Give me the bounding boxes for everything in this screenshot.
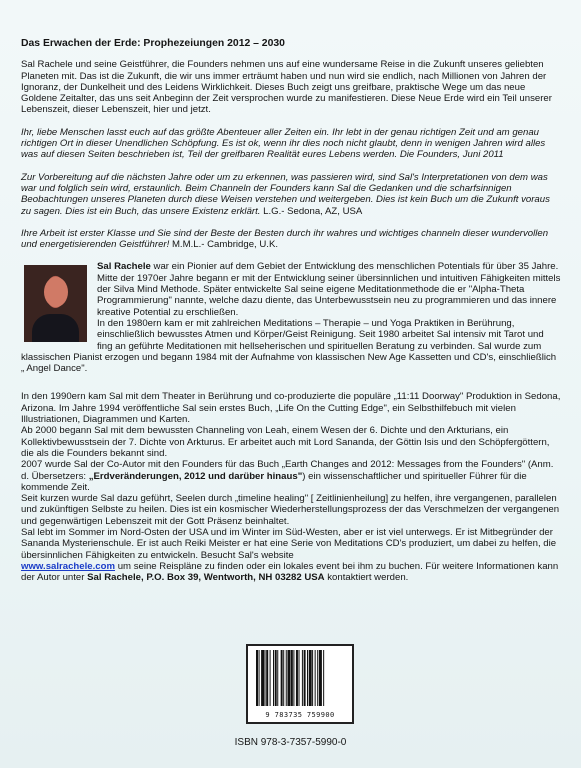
history-2007-c: ) ein wissenschaftlicher und spiritueller Führer für die kommende Zeit. bbox=[21, 470, 527, 493]
barcode bbox=[246, 644, 354, 724]
intro-paragraph: Sal Rachele und seine Geistführer, die Founders nehmen uns auf eine wundersame Reise in die Zukunft unseres geliebten Planeten mit. Das ist die Zukunft, die wir uns immer erträumt haben und nun wird sie endlich, nach Millionen von Jahren der Ignoranz, der Dunkelheit und des Leidens Wirklichkeit. Dieses Buch zeigt uns greifbare, praktische Wege um das neue Goldene Zeitalter, das uns seit Anbeginn der Zeit versprochen wurde zu manifestieren. Diese Neue Erde wird ein Teil unserer Lebenszeit, dieser Lebenszeit, hier und jetzt. bbox=[21, 59, 552, 116]
review-quote-1-source: L.G.- Sedona, AZ, USA bbox=[263, 205, 363, 217]
review-quote-1-text: Zur Vorbereitung auf die nächsten Jahre oder um zu erkennen, was passieren wird, sind Sal's Interpretationen von dem was war und folglich sein wird, erstaunlich. Beim Channeln der Founders kann Sal die Gedanken und die scharfsinnigen Beobachtungen unseres Planeten durch diese Weisen verstehen und weitergeben. Dies ist kein Buch um die Zukunft voraus zu sagen. Dies ist ein Buch, das unsere Existenz erklärt. bbox=[21, 171, 550, 217]
barcode-number: 9 783735 759900 bbox=[265, 711, 335, 719]
history-1990s: In den 1990ern kam Sal mit dem Theater in Berührung und co-produzierte die populäre „11:11 Doorway" Produktion in Sedona, Arizona. Im Jahre 1994 veröffentliche Sal sein erstes Buch, „Life On the Cutting Edge", ein Selbsthilfebuch mit vielen Illustriationen, Diagrammen und Karten. bbox=[21, 391, 561, 426]
history-2007-a: 2007 wurde Sal der Co-Autor mit den Founders für das Buch „Earth Changes and 2012: Messages from the Founders" (Anm. d. Übersetzers: bbox=[21, 459, 554, 482]
history-residence: Sal lebt im Sommer im Nord-Osten der USA und im Winter im Süd-Westen, aber er ist viel unterwegs. Er ist Mitbegründer der Sananda Mysterienschule. Er ist auch Reiki Meister er hat eine Serie von Meditations CD's produziert, um dabei zu helfen, die übersinnlichen Fähigkeiten zu entwickeln. Besucht Sal's website bbox=[21, 527, 557, 561]
contact-text-c: kontaktiert werden. bbox=[324, 572, 409, 584]
website-link[interactable]: www.salrachele.com bbox=[21, 560, 116, 572]
history-2000: Ab 2000 begann Sal mit dem bewussten Channeling von Leah, einem Wesen der 6. Dichte und den Arkturians, ein Kollektivbewusstsein der 7. Dichte von Arkturus. Er arbeitet auch mit Lord Sananda, der Göttin Isis und den Schöpfergöttern, die als die Founders bekannt sind. bbox=[21, 425, 550, 459]
history-section bbox=[21, 391, 561, 583]
book-title: Das Erwachen der Erde: Prophezeiungen 2012 – 2030 bbox=[21, 38, 285, 49]
history-2007 bbox=[21, 459, 553, 493]
author-bio-text-2: In den 1980ern kam er mit zahlreichen Meditations – Therapie – und Yoga Praktiken in Berührung, einschließlich bewusstes Atmen und Körper/Geist Reinigung. Seit 1980 arbeitet Sal intensiv mit Tarot und fing an geführte Meditationen mit hellseherischen und spirituellen Beratung zu verbinden. Sal wurde zum klassischen Pianist erzogen und begann 1984 mit der Aufnahme von klassischen New Age Kassetten und CD's, einschließlich „ Angel Dance". bbox=[21, 317, 557, 375]
review-quote-2 bbox=[21, 228, 561, 251]
author-bio bbox=[21, 261, 561, 374]
contact-address: Sal Rachele, P.O. Box 39, Wentworth, NH 03282 USA bbox=[87, 572, 325, 584]
review-quote-2-text: Ihre Arbeit ist erster Klasse und Sie sind der Beste der Besten durch ihr wahres und wichtiges channeln dieser wundervollen und energetisierenden Geistführer! bbox=[21, 227, 549, 251]
cover-text bbox=[21, 38, 561, 584]
barcode-bars bbox=[254, 650, 346, 708]
history-2007-book: „Erdveränderungen, 2012 und darüber hinaus" bbox=[88, 470, 303, 482]
author-section bbox=[21, 261, 561, 381]
isbn: ISBN 978-3-7357-5990-0 bbox=[234, 737, 347, 748]
author-bio-text: war ein Pionier auf dem Gebiet der Entwicklung des menschlichen Potentials für über 35 Jahre. Mitte der 1970er Jahre begann er mit der Entwicklung seiner übersinnlichen und intuitiven Fähigkeiten mittels der Silva Mind Methode. Später entwickelte Sal seine eigene Meditationmethode die er "Alpha-Theta Programmierung" nannte, welche dazu diente, das Unterbewusstsein neu zu programmieren und das innere kreative Potential zu erschließen. bbox=[97, 261, 561, 318]
review-quote-2-source: M.M.L.- Cambridge, U.K. bbox=[171, 239, 279, 251]
founders-quote: Ihr, liebe Menschen lasst euch auf das größte Abenteuer aller Zeiten ein. Ihr lebt in der genau richtigen Zeit und am genau richtigen Ort in dieser Unendlichen Schöpfung. Es ist ok, wenn ihr dies noch nicht glaubt, denn in wenigen Jahren wird alles was auf diesen Seiten beschrieben ist, Teil der greifbaren Realität eures Lebens werden. Die Founders, Juni 2011 bbox=[21, 126, 546, 161]
review-quote-1 bbox=[21, 172, 561, 217]
contact-text-a: um seine Reispläne zu finden oder ein lokales event bei ihm zu buchen. Für weitere Informationen kann der Autor unter bbox=[21, 560, 559, 584]
history-timeline-healing: Seit kurzen wurde Sal dazu geführt, Seelen durch „timeline healing" [ Zeitlinienheilung] zu helfen, ihre vergangenen, parallelen und zukünftigen Selbste zu heilen. Dies ist ein kosmischer Wiederherstellungsprozess der das Verschmelzen der vergangenen und gegenwärtigen Lebenszeit mit der Gott Präsenz beinhaltet. bbox=[21, 493, 560, 527]
author-photo bbox=[24, 265, 87, 342]
author-name: Sal Rachele bbox=[97, 261, 151, 273]
